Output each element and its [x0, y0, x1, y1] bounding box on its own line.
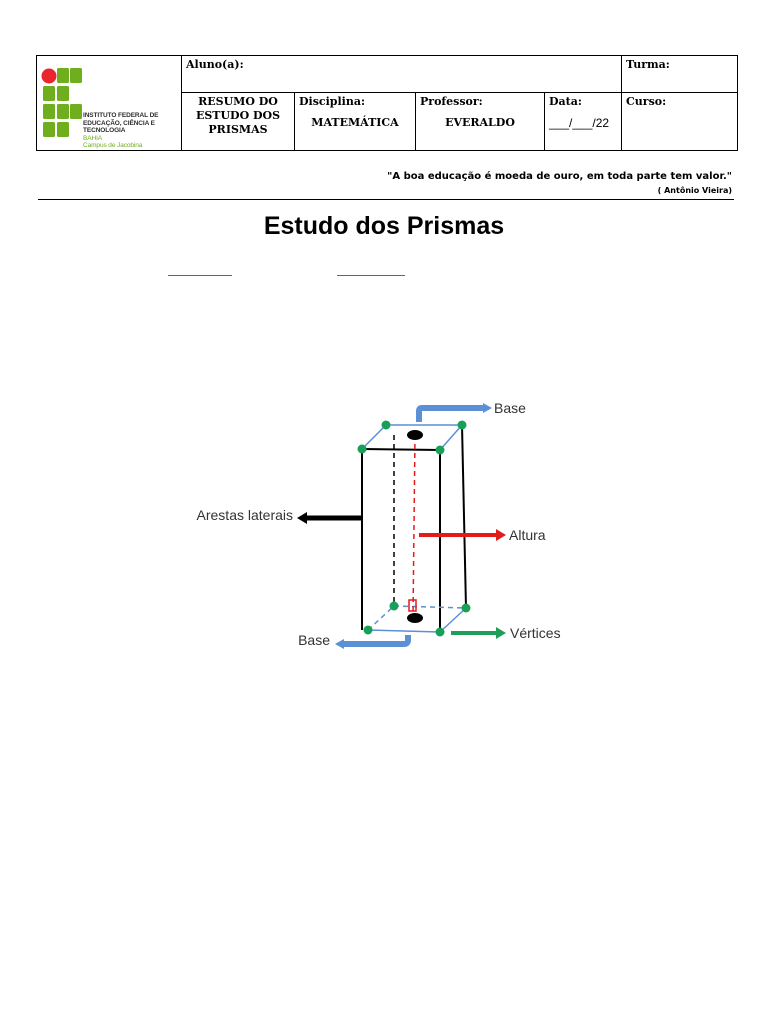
institution-name: INSTITUTO FEDERAL DE EDUCAÇÃO, CIÊNCIA E TECNOLOGIA BAHIA Campus de Jacobina	[83, 112, 159, 149]
label-vertices: Vértices	[510, 625, 561, 641]
label-base-bottom: Base	[298, 632, 330, 648]
resumo-cell: RESUMO DO ESTUDO DOS PRISMAS	[182, 93, 295, 151]
label-altura: Altura	[509, 527, 546, 543]
logo-red-circle	[42, 69, 57, 84]
blank-line-2	[337, 275, 405, 276]
quote-author: ( Antônio Vieira)	[657, 186, 732, 195]
disciplina-value: MATEMÁTICA	[311, 116, 399, 130]
turma-field[interactable]: Turma:	[622, 56, 738, 93]
data-cell[interactable]: Data: ___/___/22	[545, 93, 622, 151]
prism-diagram	[176, 395, 592, 660]
curso-field[interactable]: Curso:	[622, 93, 738, 151]
professor-cell: Professor: EVERALDO	[416, 93, 545, 151]
aluno-field[interactable]: Aluno(a):	[182, 56, 622, 93]
label-base-top: Base	[494, 400, 526, 416]
professor-value: EVERALDO	[445, 116, 515, 130]
page-title: Estudo dos Prismas	[263, 212, 505, 240]
data-value: ___/___/22	[549, 116, 610, 131]
divider	[38, 199, 734, 200]
header-table	[36, 55, 738, 151]
epigraph	[387, 170, 732, 198]
label-arestas: Arestas laterais	[196, 507, 293, 523]
institution-logo-cell	[37, 56, 182, 151]
quote-text: "A boa educação é moeda de ouro, em toda parte tem valor."	[387, 171, 732, 182]
blank-line-1	[168, 275, 232, 276]
disciplina-cell: Disciplina: MATEMÁTICA	[295, 93, 416, 151]
